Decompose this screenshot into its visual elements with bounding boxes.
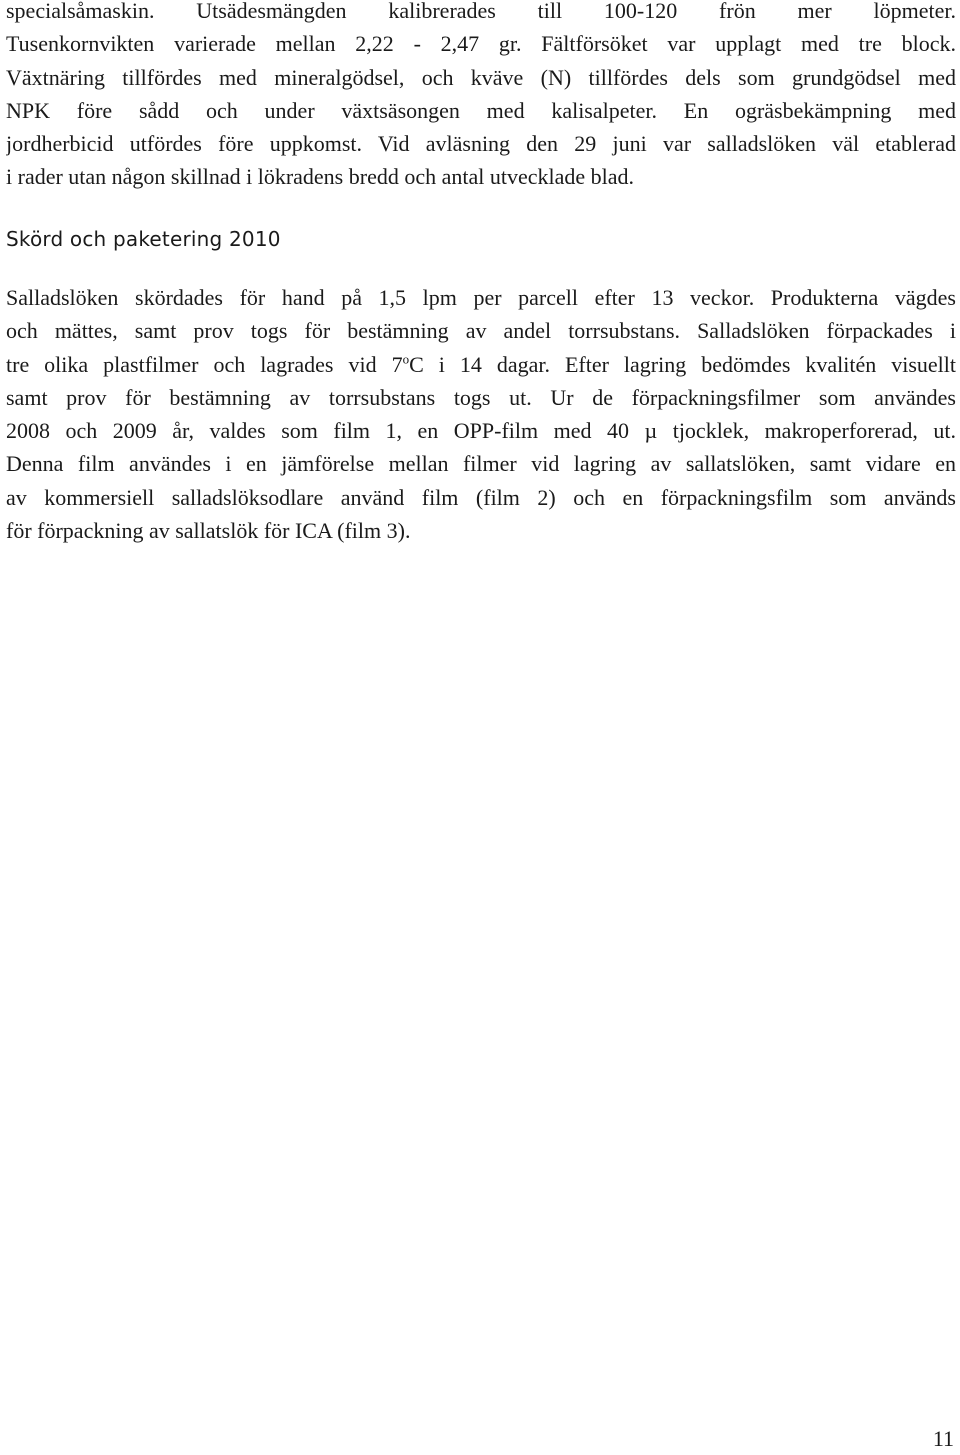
text-line: specialsåmaskin. Utsädesmängden kalibrerades till 100-120 frön mer löpmeter. bbox=[6, 0, 956, 23]
text-line: NPK före sådd och under växtsäsongen med kalisalpeter. En ogräsbekämpning med bbox=[6, 97, 956, 123]
section-heading: Skörd och paketering 2010 bbox=[6, 227, 281, 251]
paragraph-harvest-and-packaging bbox=[6, 281, 956, 547]
text-line: samt prov för bestämning av torrsubstans togs ut. Ur de förpackningsfilmer som användes bbox=[6, 384, 956, 410]
text-line: jordherbicid utfördes före uppkomst. Vid avläsning den 29 juni var salladslöken väl etablerad bbox=[6, 131, 956, 157]
text-line: Denna film användes i en jämförelse mellan filmer vid lagring av sallatslöken, samt vidare en bbox=[6, 451, 956, 477]
text-line: Växtnäring tillfördes med mineralgödsel, och kväve (N) tillfördes dels som grundgödsel med bbox=[6, 64, 956, 90]
text-line: av kommersiell salladslöksodlare använd film (film 2) och en förpackningsfilm som används bbox=[6, 484, 956, 510]
text-line: och mättes, samt prov togs för bestämning av andel torrsubstans. Salladslöken förpackades i bbox=[6, 318, 956, 344]
text-line: för förpackning av sallatslök för ICA (film 3). bbox=[6, 518, 411, 544]
text-line: Salladslöken skördades för hand på 1,5 lpm per parcell efter 13 veckor. Produkterna vägdes bbox=[6, 285, 956, 310]
paragraph-sowing-and-fertilization bbox=[6, 0, 956, 194]
text-segment: tre olika plastfilmer och lagrades vid 7 bbox=[6, 351, 403, 377]
text-segment: C i 14 dagar. Efter lagring bedömdes kvalitén visuellt bbox=[409, 351, 956, 377]
text-line: i rader utan någon skillnad i lökradens bredd och antal utvecklade blad. bbox=[6, 164, 635, 190]
text-line-with-superscript bbox=[6, 348, 956, 381]
text-line: 2008 och 2009 år, valdes som film 1, en OPP-film med 40 µ tjocklek, makroperforerad, ut. bbox=[6, 418, 956, 444]
text-line: Tusenkornvikten varierade mellan 2,22 - 2,47 gr. Fältförsöket var upplagt med tre block. bbox=[6, 31, 956, 57]
page-number: 11 bbox=[932, 1426, 954, 1451]
degree-superscript: o bbox=[402, 351, 410, 367]
